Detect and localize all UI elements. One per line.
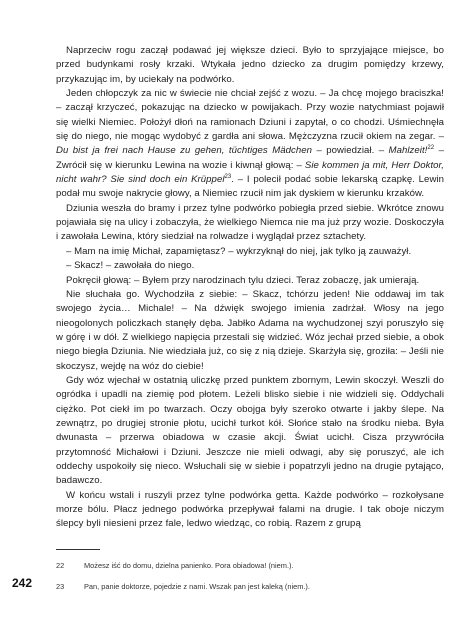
foreign-phrase: Sie kommen ja mit, Herr Doktor, nicht wahr? Sie sind doch ein Krüppel xyxy=(56,159,444,186)
paragraph xyxy=(56,259,444,273)
text-run: Dziunia weszła do bramy i przez tylne podwórko pobiegła przed siebie. Wkrótce znowu pojawiała się na ulicy i zobaczyła, że wielkiego Niemca nie ma już przy wozie. Doskoczyła i zawołała Lewina, który siedział na rolwadze i wyglądał przez sztachety. xyxy=(56,202,444,243)
body-text xyxy=(56,44,444,532)
text-run: W końcu wstali i ruszyli przez tylne podwórka getta. Każde podwórko – rozkołysane morze bólu. Płacz jednego podwórka przepływał falami na drugie. I tak oboje niczym ślepcy byli niesieni przez fale, ledwo wiedząc, co robią. Razem z grupą xyxy=(56,489,444,530)
text-run: Nie słuchała go. Wychodziła z siebie: – Skacz, tchórzu jeden! Nie oddawaj im tak swojego życia… Michale! – Na dźwięk swojego imienia zadrżał. Włosy na jego nieogolonych policzkach stanęły dęba. Jabłko Adama na wychudzonej szyi poruszyło się w górę i w dół. Z wielkiego napięcia przestali się widzieć. Wóz jechał przed siebie, a obok niego biegła Dziunia. Nie wiedziała już, co się z nią dzieje. Skarżyła się, groziła: – Jeśli nie skoczysz, wejdę na wóz do ciebie! xyxy=(56,288,444,372)
footnote-22 xyxy=(56,560,446,571)
paragraph xyxy=(56,374,444,489)
footnote-divider xyxy=(56,549,100,550)
text-run: Naprzeciw rogu zaczął podawać jej większe dzieci. Było to sprzyjające miejsce, bo przed budynkami rosły krzaki. Wtykała jedno dziecko za drugim pomiędzy krzewy, przykazując im, by uciekały na podwórko. xyxy=(56,45,444,85)
text-run: – Mam na imię Michał, zapamiętasz? – wykrzyknął do niej, jak tylko ją zauważył. xyxy=(66,245,412,257)
paragraph xyxy=(56,202,444,245)
footnote-23 xyxy=(56,581,446,592)
paragraph xyxy=(56,288,444,374)
footnote-text: Pan, panie doktorze, pojedzie z nami. Wszak pan jest kaleką (niem.). xyxy=(84,582,310,591)
paragraph xyxy=(56,274,444,288)
paragraph xyxy=(56,44,444,87)
text-run: Pokręcił głową: – Byłem przy narodzinach tylu dzieci. Teraz zobaczę, jak umierają. xyxy=(66,274,420,286)
footnote-number: 22 xyxy=(56,561,65,570)
footnote-number: 23 xyxy=(56,582,65,591)
text-run: – Skacz! – zawołała do niego. xyxy=(66,260,195,272)
footnote-reference: 22 xyxy=(427,145,435,152)
paragraph xyxy=(56,489,444,532)
text-run: – Zwrócił się w kierunku Lewina na wozie i kiwnął głową: – xyxy=(56,145,444,171)
footnote-text: Możesz iść do domu, dzielna panienko. Pora obiadowa! (niem.). xyxy=(84,561,294,570)
foreign-phrase: Mahlzeit! xyxy=(388,145,428,157)
footnote-reference: 23 xyxy=(224,173,232,180)
paragraph xyxy=(56,245,444,259)
text-run: Jeden chłopczyk za nic w świecie nie chciał zejść z wozu. – Ja chcę mojego braciszka! – zaczął krzyczeć, pokazując na dziecko w powijakach. Przy wozie natychmiast pojawił się wielki Niemiec. Położył dłoń na ramionach Dziuni i zapytał, o co chodzi. Uśmiechnęła się do niego, nie mogąc wydobyć z gardła ani słowa. Mężczyzna rzucił okiem na zegar. – xyxy=(56,88,444,143)
text-run: Gdy wóz wjechał w ostatnią uliczkę przed punktem zbornym, Lewin skoczył. Weszli do ogródka i upadli na ziemię pod płotem. Leżeli blisko siebie i nie widzieli się. Oddychali ciężko. Pot ciekł im po twarzach. Oczy obojga były szeroko otwarte i jakby ślepe. Na zewnątrz, po drugiej stronie płotu, ucichł turkot kół. Słońce stało na środku nieba. Była dwunasta – przerwa obiadowa w czasie akcji. Świat ucichł. Cisza przywróciła przytomność Michałowi i Dziuni. Jeszcze nie mieli odwagi, aby się poruszyć, ale ich oddechy uspokoiły się nieco. Wsłuchali się w siebie i popatrzyli jedno na drugie pytająco, badawczo. xyxy=(56,374,444,487)
paragraph xyxy=(56,87,444,202)
text-run: – powiedział. – xyxy=(312,145,389,157)
page-number: 242 xyxy=(12,576,33,590)
footnotes xyxy=(56,560,446,602)
text-run: . – I polecił podać sobie lekarską czapkę. Lewin podał mu swoje nakrycie głowy, a Niemiec rzucił nim jak dyskiem w kierunku krzaków. xyxy=(56,174,444,200)
foreign-phrase: Du bist ja frei nach Hause zu gehen, tüchtiges Mädchen xyxy=(56,145,313,157)
